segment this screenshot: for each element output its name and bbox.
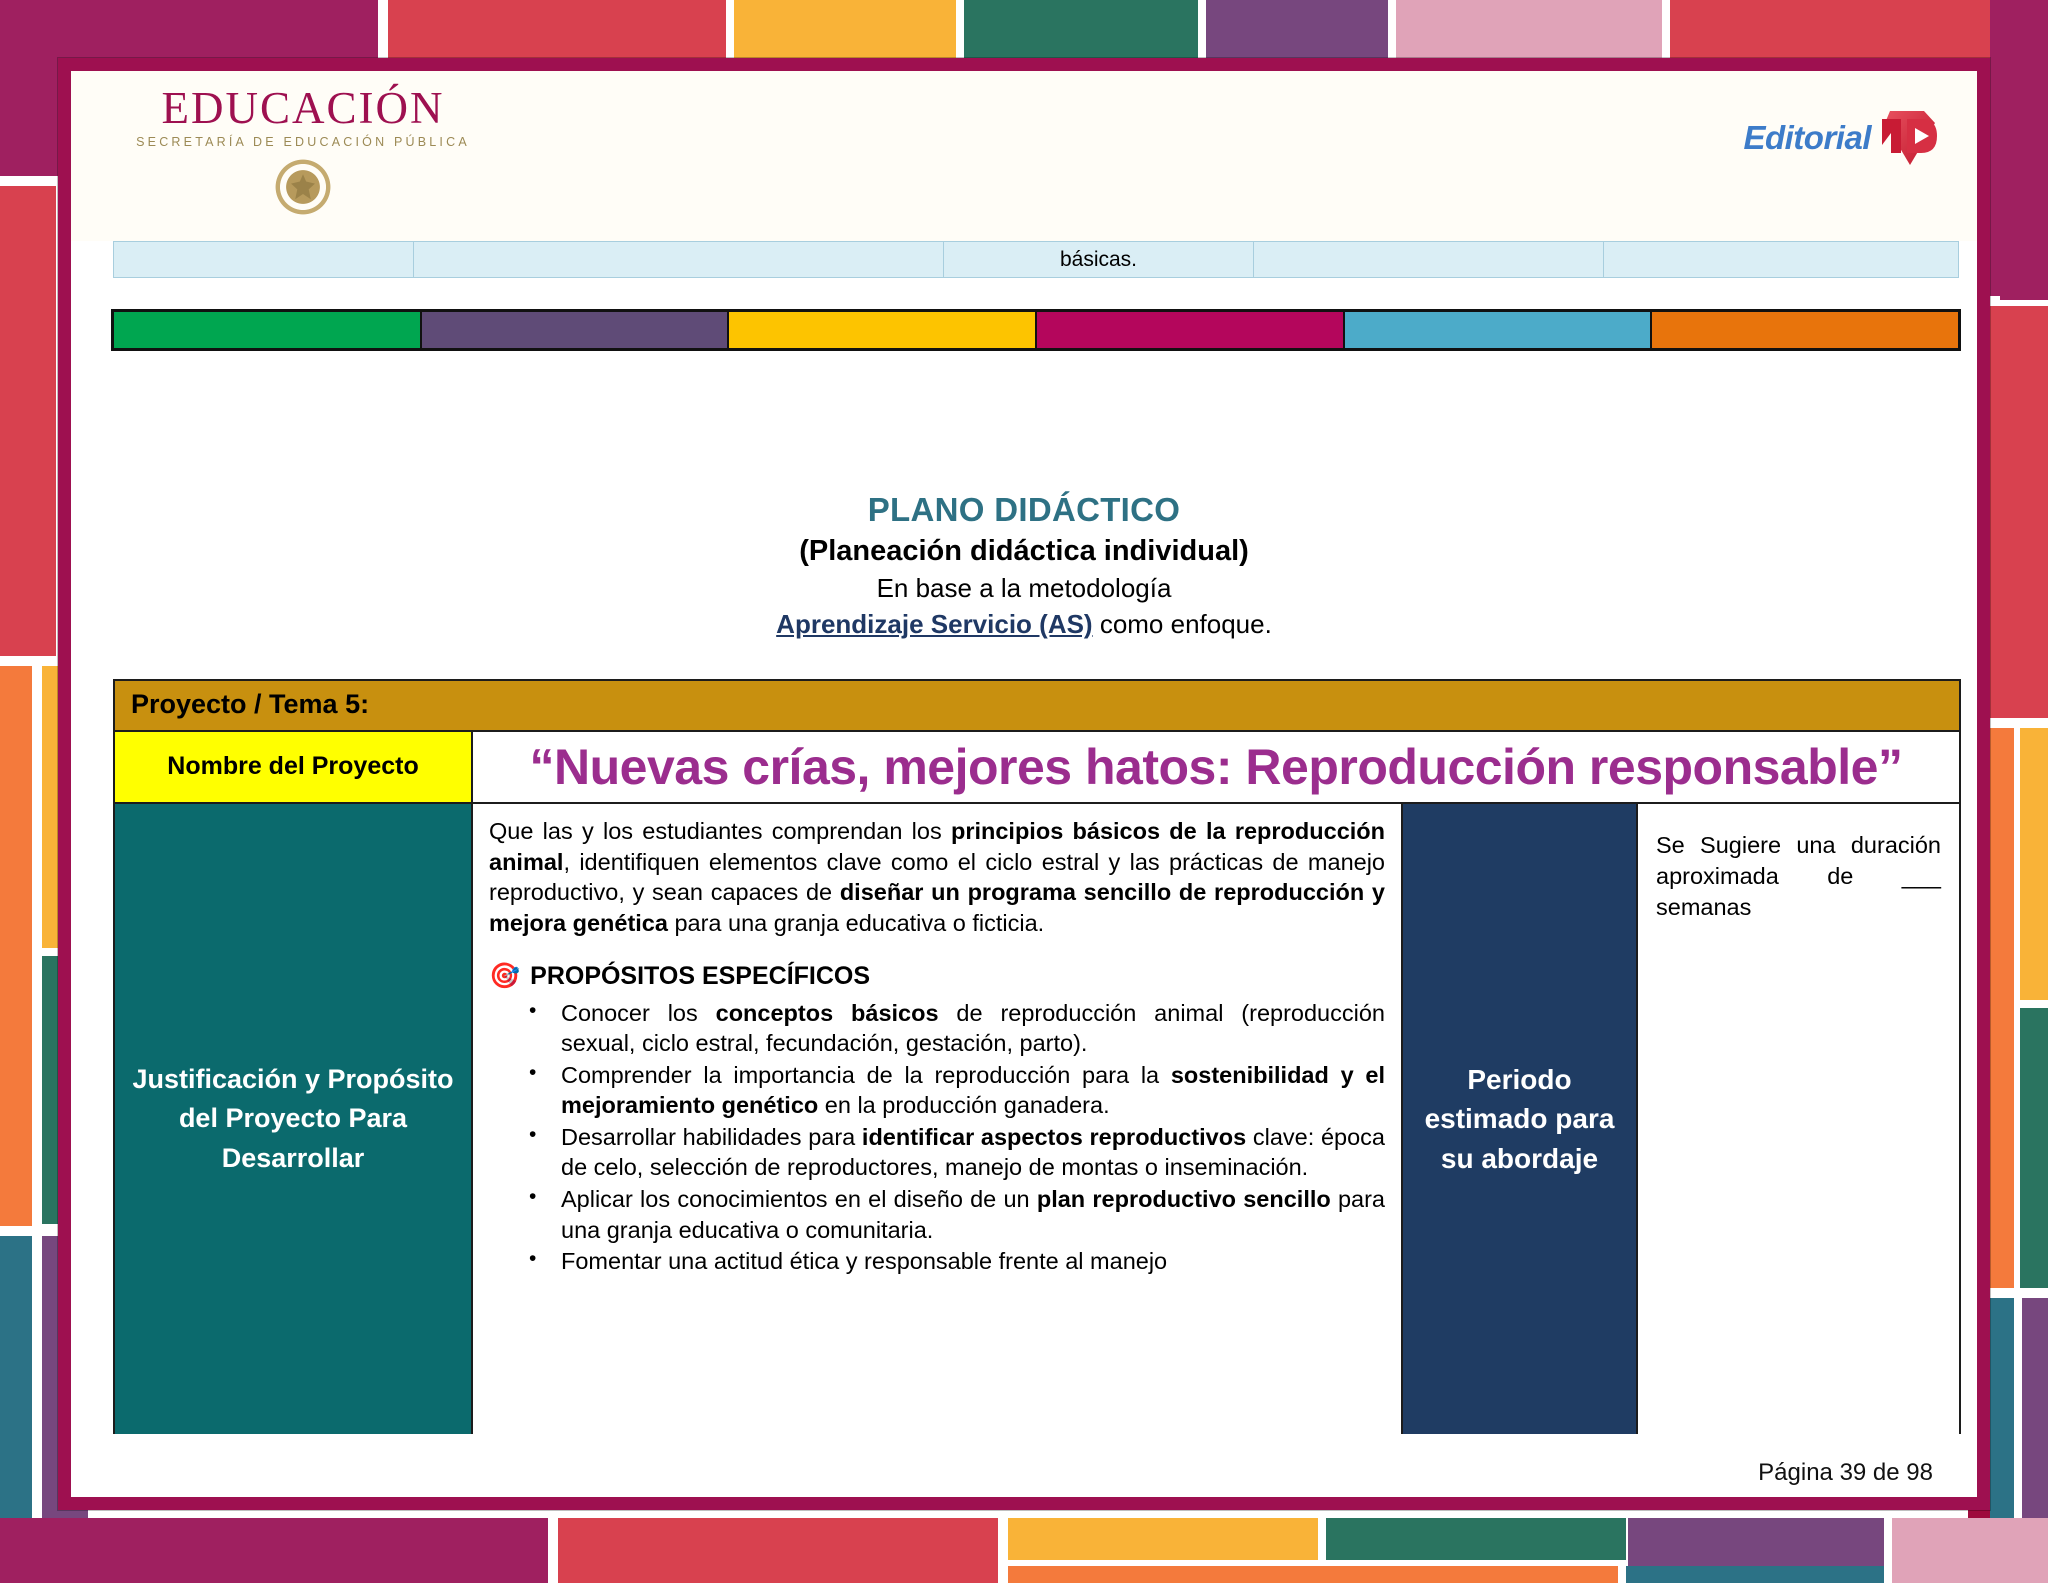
page-footer: Página 39 de 98 [1758,1459,1933,1486]
justification-label: Justificación y Propósito del Proyecto Para Desarrollar [115,804,473,1434]
mexican-coat-of-arms-icon [272,156,334,218]
list-item: • Desarrollar habilidades para identificar aspectos reproductivos clave: época de celo, selección de reproductores, manejo de montas o inseminación. [489,1122,1385,1183]
estimated-period-label: Periodo estimado para su abordaje [1403,804,1638,1434]
backdrop-block [0,666,32,1226]
specific-purposes-heading [489,960,1385,993]
backdrop-block [1990,0,2048,296]
specific-purposes-heading-text: PROPÓSITOS ESPECÍFICOS [530,962,871,991]
sep-logo [93,85,513,218]
backdrop-block [1892,1518,2048,1583]
page-subtitle: (Planeación didáctica individual) [799,535,1249,567]
document-header [71,71,1977,241]
editorial-md-word: Editorial [1743,119,1871,156]
plan-table [113,679,1961,1434]
methodology-link-suffix: como enfoque. [1092,609,1272,639]
list-item: • Fomentar una actitud ética y responsable frente al manejo [489,1246,1385,1277]
backdrop-block [1008,1518,1318,1560]
top-table-strip [113,241,1959,278]
strip-cell: básicas. [944,242,1254,277]
strip-cell [414,242,944,277]
project-name-value: “Nuevas crías, mejores hatos: Reproducción responsable” [529,739,1903,795]
strip-cell [1254,242,1604,277]
strip-cell [1604,242,1958,277]
document-page [71,71,1977,1497]
color-band-segment-magenta [1037,312,1345,348]
aprendizaje-servicio-link[interactable]: Aprendizaje Servicio (AS) [776,609,1093,639]
color-band-segment-green [114,312,422,348]
backdrop-block [1990,306,2048,718]
table-row [115,732,1959,804]
project-theme-header: Proyecto / Tema 5: [115,681,1959,732]
project-name-cell [473,732,1959,802]
color-band-segment-yellow [729,312,1037,348]
target-icon: 🎯 [489,961,521,990]
table-row [115,804,1959,1434]
color-band-segment-cyan [1345,312,1653,348]
page-title: PLANO DIDÁCTICO [867,491,1181,528]
backdrop-block [1326,1518,1626,1560]
editorial-md-logo [1743,107,1943,169]
specific-purposes-list [489,998,1385,1277]
list-item: • Comprender la importancia de la reproducción para la sostenibilidad y el mejoramiento genético en la producción ganadera. [489,1060,1385,1121]
color-band-segment-purple [422,312,730,348]
backdrop-block [1008,1566,1618,1583]
backdrop-block [1990,728,2014,1288]
list-item: • Conocer los conceptos básicos de reproducción animal (reproducción sexual, ciclo estral, fecundación, gestación, parto). [489,998,1385,1059]
estimated-period-value: Se Sugiere una duración aproximada de ___ semanas [1656,832,1941,921]
sep-logo-word: EDUCACIÓN [161,83,445,133]
sep-logo-subtitle: SECRETARÍA DE EDUCACIÓN PÚBLICA [136,135,470,150]
justification-intro: Que las y los estudiantes comprendan los principios básicos de la reproducción animal, identifiquen elementos clave como el ciclo estral y las prácticas de manejo reproductivo, y sean capaces de diseñar un programa sencillo de reproducción y mejora genética para una granja educativa o ficticia. [489,818,1386,936]
project-name-label: Nombre del Proyecto [115,732,473,802]
backdrop-block [1626,1566,1884,1583]
document-page-frame [58,58,1990,1510]
justification-content [473,804,1403,1434]
backdrop-block [2020,1008,2048,1288]
methodology-link-line [71,609,1977,640]
list-item: • Aplicar los conocimientos en el diseño de un plan reproductivo sencillo para una granja educativa o comunitaria. [489,1184,1385,1245]
backdrop-block [558,1518,998,1583]
backdrop-block [0,186,56,656]
color-band [111,309,1961,351]
backdrop-block [0,1518,548,1583]
color-band-segment-orange [1652,312,1958,348]
backdrop-block [2020,728,2048,1000]
editorial-md-play-mark-icon [1877,107,1943,169]
plan-title-block [71,491,1977,640]
strip-cell [114,242,414,277]
methodology-line: En base a la metodología [876,573,1172,603]
